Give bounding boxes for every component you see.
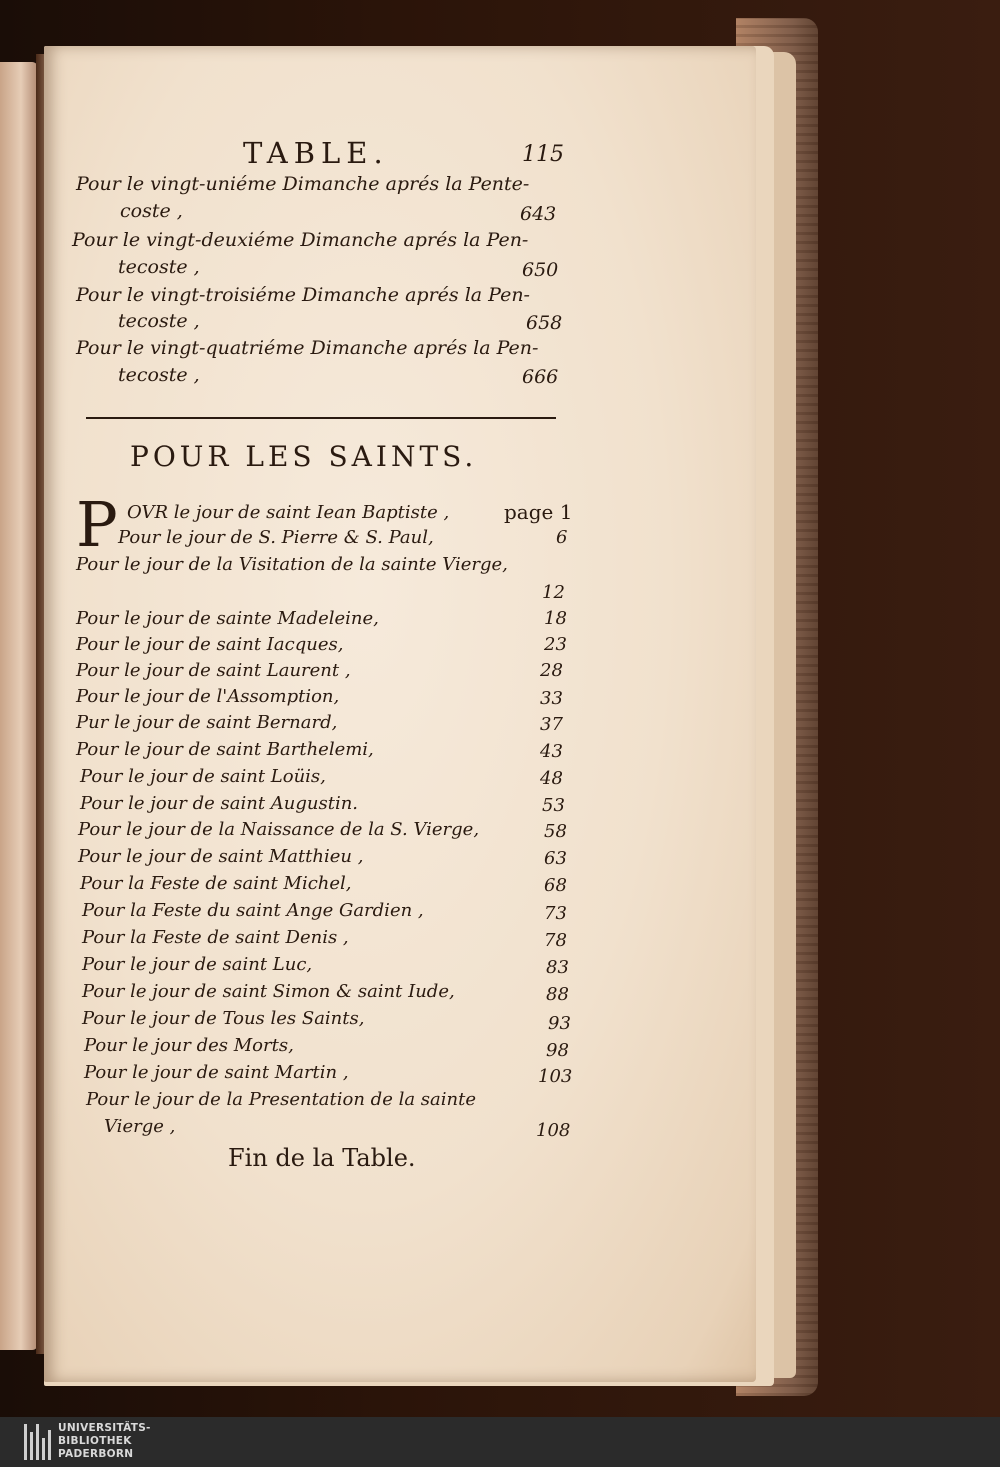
toc-line: Pour le jour de saint Laurent , — [76, 660, 351, 681]
toc-line: Pour le jour de saint Iacques, — [76, 634, 344, 655]
toc-page: 68 — [544, 875, 567, 896]
library-footer — [0, 1417, 1000, 1467]
logo-line: UNIVERSITÄTS- — [58, 1422, 151, 1434]
toc-line: Vierge , — [104, 1116, 176, 1137]
toc-line: Pour le jour de saint Simon & saint Iude, — [82, 981, 455, 1002]
toc-line: Pour la Feste de saint Michel, — [80, 873, 352, 894]
end-text: Fin de la Table. — [228, 1144, 416, 1172]
toc-line: Pour le jour de saint Augustin. — [80, 793, 359, 814]
toc-page: 88 — [546, 984, 569, 1005]
toc-line: Pour le vingt-uniéme Dimanche aprés la Pente- — [76, 173, 530, 195]
drop-cap: P — [76, 488, 118, 561]
logo-line: PADERBORN — [58, 1448, 134, 1460]
toc-page: 43 — [540, 741, 563, 762]
toc-line: Pour la Feste du saint Ange Gardien , — [82, 900, 424, 921]
toc-page: 6 — [556, 527, 568, 548]
toc-page: 78 — [544, 930, 567, 951]
toc-line: Pour le vingt-troisiéme Dimanche aprés la Pen- — [76, 284, 530, 306]
bar-code-logo-icon — [24, 1424, 52, 1460]
toc-page: 666 — [522, 366, 559, 388]
toc-line: OVR le jour de saint Iean Baptiste , — [127, 502, 450, 523]
section-divider — [86, 417, 556, 419]
toc-page: 48 — [540, 768, 563, 789]
toc-page: 93 — [548, 1013, 571, 1034]
toc-line: Pour le jour des Morts, — [84, 1035, 294, 1056]
toc-page: 658 — [526, 312, 563, 334]
toc-page: 643 — [520, 203, 557, 225]
toc-line: tecoste , — [118, 256, 200, 278]
toc-page: 53 — [542, 795, 565, 816]
toc-line: Pour le jour de la Visitation de la sainte Vierge, — [76, 554, 508, 575]
toc-page: 18 — [544, 608, 567, 629]
toc-line: tecoste , — [118, 364, 200, 386]
toc-line: Pour le jour de saint Loüis, — [80, 766, 326, 787]
toc-line: Pour le jour de saint Barthelemi, — [76, 739, 374, 760]
toc-page: 33 — [540, 688, 563, 709]
toc-line: Pour le jour de Tous les Saints, — [82, 1008, 365, 1029]
toc-page: 23 — [544, 634, 567, 655]
toc-line: Pour le jour de la Presentation de la sainte — [86, 1089, 476, 1110]
toc-line: Pour le jour de saint Martin , — [84, 1062, 349, 1083]
toc-line: coste , — [120, 200, 183, 222]
toc-line: Pour la Feste de saint Denis , — [82, 927, 349, 948]
toc-page: 63 — [544, 848, 567, 869]
toc-page: 37 — [540, 714, 563, 735]
toc-page: 650 — [522, 259, 559, 281]
toc-page: 98 — [546, 1040, 569, 1061]
toc-page: 108 — [536, 1120, 571, 1141]
toc-page: 103 — [538, 1066, 573, 1087]
page-title: TABLE. — [243, 136, 389, 170]
toc-line: Pour le jour de saint Luc, — [82, 954, 313, 975]
section-heading: POUR LES SAINTS. — [130, 440, 478, 473]
toc-line: Pour le jour de saint Matthieu , — [78, 846, 364, 867]
toc-line: Pour le vingt-deuxiéme Dimanche aprés la Pen- — [72, 229, 529, 251]
page-number: 115 — [522, 142, 564, 167]
toc-line: Pour le jour de sainte Madeleine, — [76, 608, 379, 629]
toc-page: 58 — [544, 821, 567, 842]
toc-line: tecoste , — [118, 310, 200, 332]
toc-page: page 1 — [504, 500, 573, 524]
toc-page: 12 — [542, 582, 565, 603]
toc-line: Pur le jour de saint Bernard, — [76, 712, 338, 733]
toc-line: Pour le vingt-quatriéme Dimanche aprés la Pen- — [76, 337, 539, 359]
toc-page: 83 — [546, 957, 569, 978]
toc-line: Pour le jour de S. Pierre & S. Paul, — [118, 527, 434, 548]
toc-line: Pour le jour de la Naissance de la S. Vierge, — [78, 819, 480, 840]
toc-page: 28 — [540, 660, 563, 681]
logo-line: BIBLIOTHEK — [58, 1435, 132, 1447]
left-page-edge — [0, 62, 38, 1350]
toc-page: 73 — [544, 903, 567, 924]
library-logo-text — [58, 1422, 151, 1461]
toc-line: Pour le jour de l'Assomption, — [76, 686, 340, 707]
